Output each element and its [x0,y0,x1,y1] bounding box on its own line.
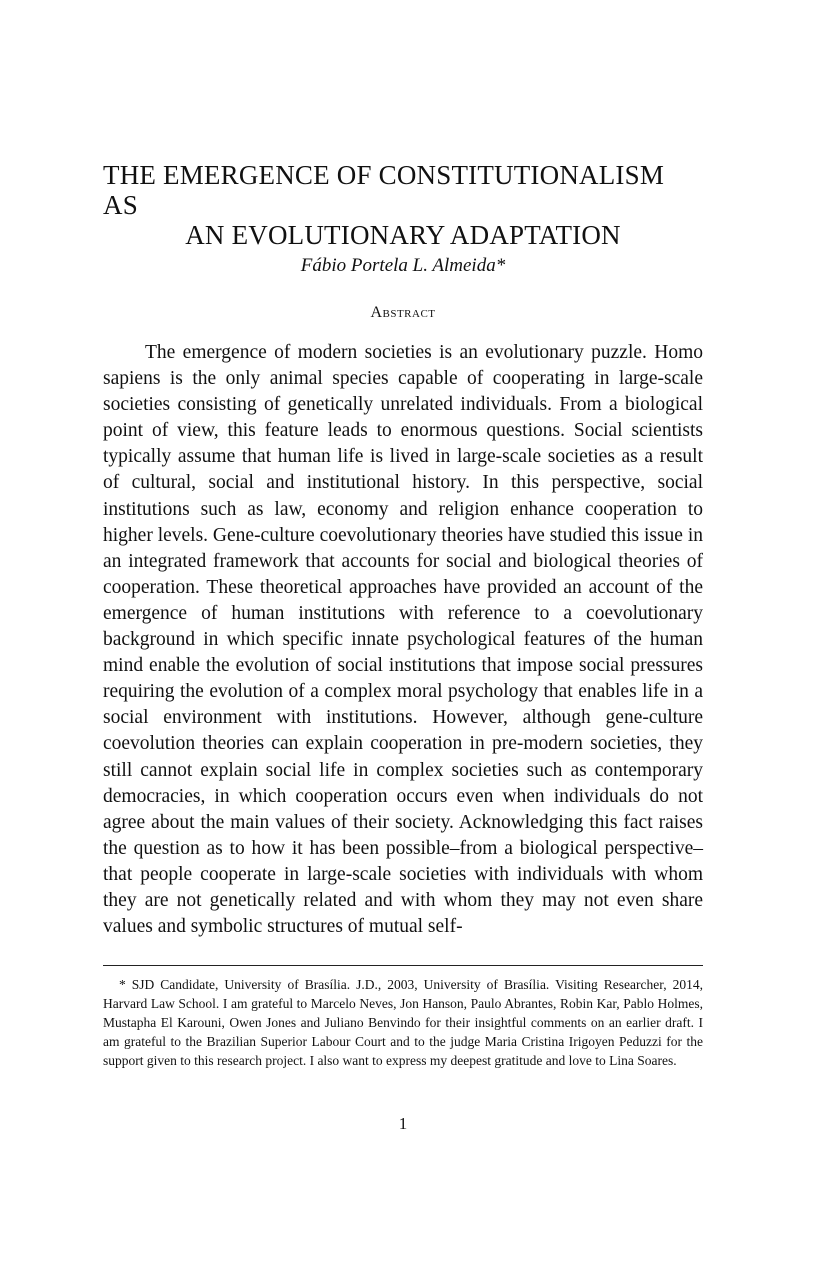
title-line-1: THE EMERGENCE OF CONSTITUTIONALISM AS [103,160,665,220]
page-number: 1 [398,1114,408,1133]
title-line-2: AN EVOLUTIONARY ADAPTATION [185,220,621,250]
author-footnote: * SJD Candidate, University of Brasília. J.D., 2003, University of Brasília. Visiting Researcher, 2014, Harvard Law School. I am grateful to Marcelo Neves, Jon Hanson, Paulo Abrantes, Robin Kar, Pablo Holmes, Mustapha El Karouni, Owen Jones and Juliano Benvindo for their insightful comments on an earlier draft. I am grateful to the Brazilian Superior Labour Court and to the judge Maria Cristina Irigoyen Peduzzi for the support given to this research project. I also want to express my deepest gratitude and love to Lina Soares. [103,977,703,1068]
article-title [103,160,703,250]
author-name: Fábio Portela L. Almeida* [300,255,506,276]
document-page [103,0,703,1276]
abstract-body: The emergence of modern societies is an evolutionary puzzle. Homo sapiens is the only animal species capable of cooperating in large-scale societies consisting of genetically unrelated individuals. From a biological point of view, this feature leads to enormous questions. Social scientists typically assume that human life is lived in large-scale societies as a result of cultural, social and institutional history. In this perspective, social institutions such as law, economy and religion enhance cooperation to higher levels. Gene-culture coevolutionary theories have studied this issue in an integrated framework that accounts for social and biological theories of cooperation. These theoretical approaches have provided an account of the emergence of human institutions with reference to a coevolutionary background in which specific innate psychological features of the human mind enable the evolution of social institutions that impose social pressures requiring the evolution of a complex moral psychology that enables life in a social environment with institutions. However, although gene-culture coevolution theories can explain cooperation in pre-modern societies, they still cannot explain social life in complex societies such as contemporary democracies, in which cooperation occurs even when individuals do not agree about the main values of their society. Acknowledging this fact raises the question as to how it has been possible–from a biological perspective–that people cooperate in large-scale societies with individuals with whom they are not genetically related and with whom they may not even share values and symbolic structures of mutual self- [103,342,703,938]
abstract-heading: Abstract [370,304,436,321]
footnote-divider [103,965,703,966]
